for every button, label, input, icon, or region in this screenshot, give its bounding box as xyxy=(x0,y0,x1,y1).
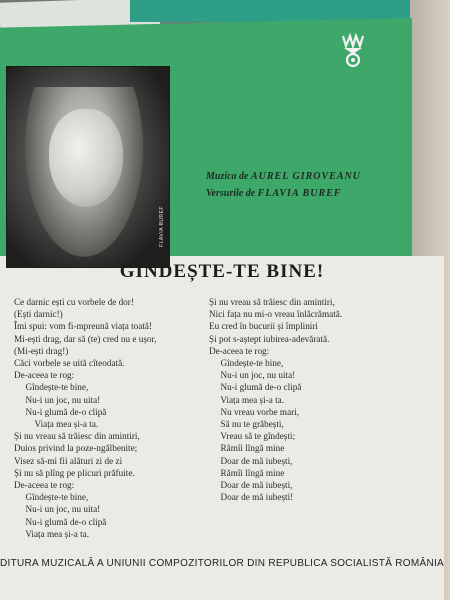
lyric-line: Doar de mă iubești! xyxy=(209,492,294,503)
lyric-line: Doar de mă iubești, xyxy=(209,480,293,491)
lyric-line: Nu-i un joc, nu uita! xyxy=(209,370,296,381)
lyric-line: Nu-i glumă de-o clipă xyxy=(14,406,107,417)
lyric-line: Și nu vreau să trăiesc din amintiri, xyxy=(14,431,140,442)
lyric-line: Visez să-mi fii alături zi de zi xyxy=(14,455,123,466)
music-credit: Muzica de AUREL GIROVEANU xyxy=(206,171,361,182)
lyric-line: Căci vorbele se uită cîteodată. xyxy=(14,358,125,369)
publisher-logo-icon xyxy=(340,32,366,68)
lyricist-name: FLAVIA BUREF xyxy=(257,188,342,199)
lyric-line: Nici fața nu mi-o vreau înlăcrămată. xyxy=(209,309,343,320)
lyric-line: (Mi-ești drag!) xyxy=(14,345,69,356)
lyric-line: Gîndește-te bine, xyxy=(14,492,89,503)
lyric-line: Să nu te grăbești, xyxy=(209,419,284,430)
lyric-line: Nu-i un joc, nu uita! xyxy=(14,504,101,515)
lyric-line: Viața mea și-a ta. xyxy=(209,394,285,405)
lyric-line: De-aceea te rog: xyxy=(14,480,75,491)
lyric-line: Mi-ești drag, dar să (te) cred nu e ușor, xyxy=(14,333,157,344)
lyrics-column-left xyxy=(14,296,157,540)
lyric-line: Duios privind la poze-ngălbenite; xyxy=(14,443,138,454)
lyric-line: Îmi spui: vom fi-mpreună viața toată! xyxy=(14,321,153,332)
lyric-line: Eu cred în bucurii și împliniri xyxy=(209,321,318,332)
lyric-line: Rămîi lîngă mine xyxy=(209,467,285,478)
lyric-line: Și nu să plîng pe plicuri prăfuite. xyxy=(14,467,135,478)
lyric-line: Nu-i glumă de-o clipă xyxy=(14,516,107,527)
lyric-line: De-aceea te rog: xyxy=(209,345,270,356)
lyric-line: Și pot s-aștept iubirea-adevărată. xyxy=(209,333,330,344)
publisher-footer: DITURA MUZICALĂ A UNIUNII COMPOZITORILOR DIN REPUBLICA SOCIALISTĂ ROMÂNIA xyxy=(0,558,445,569)
lyric-line: Gîndește-te bine, xyxy=(209,358,284,369)
lyric-line: Și nu vreau să trăiesc din amintiri, xyxy=(209,297,335,307)
lyric-line: Doar de mă iubești, xyxy=(209,455,293,466)
photo-credit: FLAVIA BUREF xyxy=(159,206,165,247)
lyric-line: Nu-i glumă de-o clipă xyxy=(209,382,302,393)
singer-portrait-photo xyxy=(6,66,170,268)
lyric-line: Gîndește-te bine, xyxy=(14,382,89,393)
lyrics-credit: Versurile de FLAVIA BUREF xyxy=(206,188,342,199)
lyrics-column-right xyxy=(209,296,342,503)
lyric-line: Nu-i un joc, nu uita! xyxy=(14,394,101,405)
lyric-line: Ce darnic ești cu vorbele de dor! xyxy=(14,297,134,307)
composer-name: AUREL GIROVEANU xyxy=(251,171,361,182)
portrait-face xyxy=(49,109,123,207)
lyric-line: Nu vreau vorbe mari, xyxy=(209,406,300,417)
lyric-line: Rămîi lîngă mine xyxy=(209,443,285,454)
lyric-line: Viața mea și-a ta. xyxy=(14,528,90,539)
song-title: GÎNDEȘTE-TE BINE! xyxy=(119,261,325,282)
song-credits xyxy=(206,168,426,202)
lyric-line: De-aceea te rog: xyxy=(14,370,75,381)
lyric-line: Vreau să te gîndești; xyxy=(209,431,296,442)
lyric-line: (Ești darnic!) xyxy=(14,309,63,320)
lyric-line: Viața mea și-a ta. xyxy=(14,419,99,430)
